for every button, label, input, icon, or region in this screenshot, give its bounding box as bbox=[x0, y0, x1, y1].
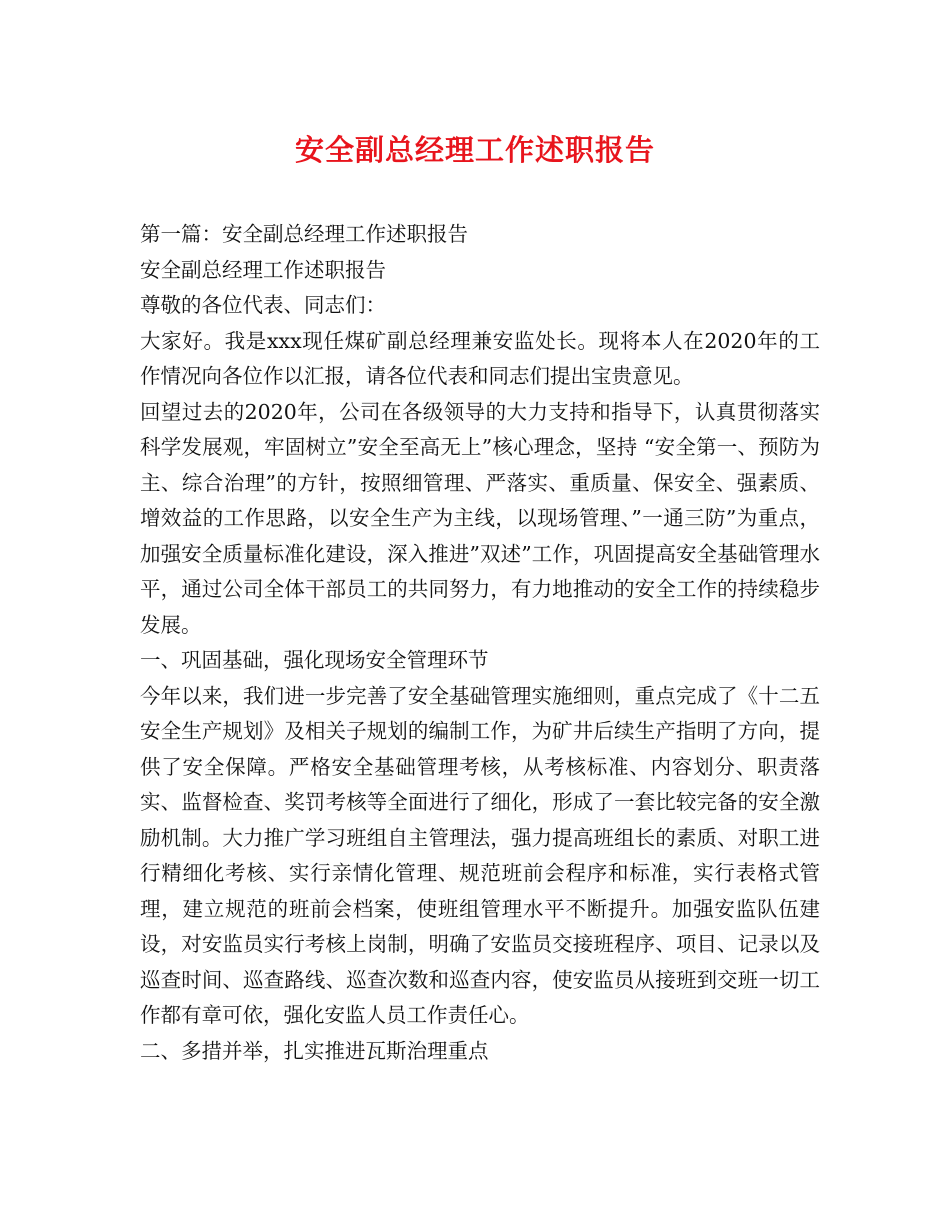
report-subtitle: 安全副总经理工作述职报告 bbox=[140, 257, 386, 282]
paragraph: 回望过去的2020年，公司在各级领导的大力支持和指导下，认真贯彻落实科学发展观，牢固树立”安全至高无上”核心理念，坚持 “安全第一、预防为主、综合治理”的方针，按照细管理、严落实、重质量、保安全、强素质、增效益的工作思路，以安全生产为主线，以现场管理、”一通三防”为重点，加强安全质量标准化建设，深入推进”双述”工作，巩固提高安全基础管理水平，通过公司全体干部员工的共同努力，有力地推动的安全工作的持续稳步发展。 bbox=[140, 399, 820, 637]
paragraph: 大家好。我是xxx现任煤矿副总经理兼安监处长。现将本人在2020年的工作情况向各位作以汇报，请各位代表和同志们提出宝贵意见。 bbox=[140, 328, 820, 388]
section-heading: 一、巩固基础，强化现场安全管理环节 bbox=[140, 648, 489, 672]
section-heading: 二、多措并举，扎实推进瓦斯治理重点 bbox=[140, 1038, 489, 1063]
document-title: 安全副总经理工作述职报告 bbox=[294, 133, 655, 167]
section-heading: 第一篇：安全副总经理工作述职报告 bbox=[140, 222, 468, 246]
salutation: 尊敬的各位代表、同志们： bbox=[140, 293, 386, 317]
paragraph: 今年以来，我们进一步完善了安全基础管理实施细则，重点完成了《十二五安全生产规划》及相关子规划的编制工作，为矿井后续生产指明了方向，提供了安全保障。严格安全基础管理考核，从考核标准、内容划分、职责落实、监督检查、奖罚考核等全面进行了细化，形成了一套比较完备的安全激励机制。大力推广学习班组自主管理法，强力提高班组长的素质、对职工进行精细化考核、实行亲情化管理、规范班前会程序和标准，实行表格式管理，建立规范的班前会档案，使班组管理水平不断提升。加强安监队伍建设，对安监员实行考核上岗制，明确了安监员交接班程序、项目、记录以及巡查时间、巡查路线、巡查次数和巡查内容，使安监员从接班到交班一切工作都有章可依，强化安监人员工作责任心。 bbox=[140, 683, 820, 1027]
document-body bbox=[140, 217, 820, 1069]
